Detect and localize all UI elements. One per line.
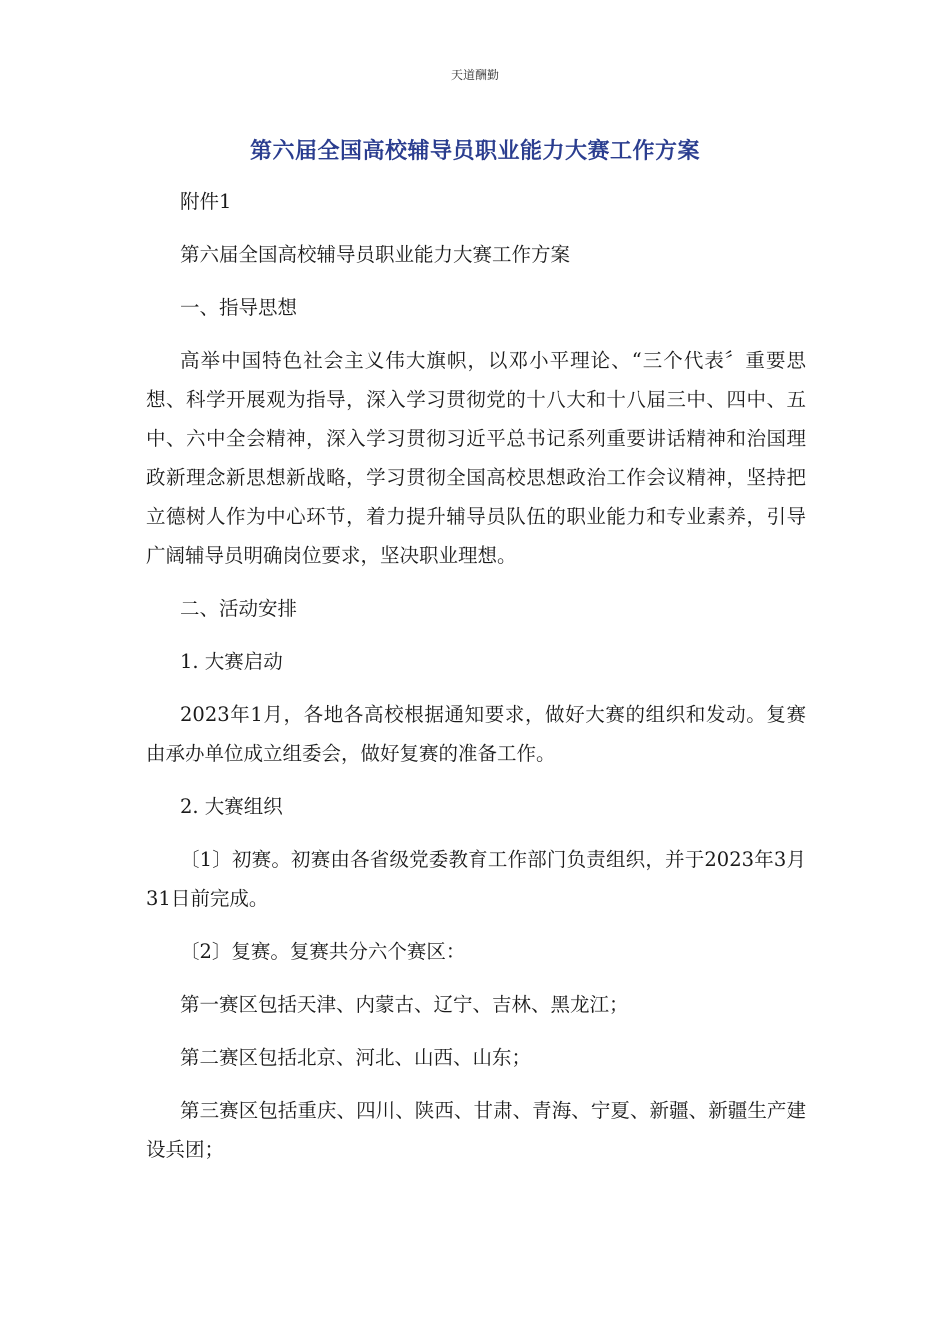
header-note: 天道酬勤: [450, 68, 499, 82]
section-heading-arrangements: 二、活动安排: [180, 597, 298, 620]
subheading-organization: 2. 大赛组织: [180, 795, 283, 818]
section-heading-guiding-thought: 一、指导思想: [180, 296, 298, 319]
paragraph-launch: 2023年1月，各地各高校根据通知要求，做好大赛的组织和发动。复赛由承办单位成立组委会，做好复赛的准备工作。: [146, 703, 806, 765]
paragraph-semifinal: 〔2〕复赛。复赛共分六个赛区：: [180, 940, 466, 963]
paragraph-zone-1: 第一赛区包括天津、内蒙古、辽宁、吉林、黑龙江；: [180, 993, 629, 1016]
subheading-launch: 1. 大赛启动: [180, 650, 283, 673]
paragraph-guiding-thought: 高举中国特色社会主义伟大旗帜，以邓小平理论、“三个代表〞重要思想、科学开展观为指导，深入学习贯彻党的十八大和十八届三中、四中、五中、六中全会精神，深入学习贯彻习近平总书记系列重要讲话精神和治国理政新理念新思想新战略，学习贯彻全国高校思想政治工作会议精神，坚持把立德树人作为中心环节，着力提升辅导员队伍的职业能力和专业素养，引导广阔辅导员明确岗位要求，坚决职业理想。: [146, 349, 806, 567]
paragraph-attachment: 附件1: [180, 190, 232, 213]
paragraph-preliminary: 〔1〕初赛。初赛由各省级党委教育工作部门负责组织，并于2023年3月31日前完成。: [146, 848, 806, 910]
paragraph-zone-3: 第三赛区包括重庆、四川、陕西、甘肃、青海、宁夏、新疆、新疆生产建设兵团；: [146, 1099, 806, 1161]
paragraph-subtitle: 第六届全国高校辅导员职业能力大赛工作方案: [180, 243, 571, 266]
document-title: 第六届全国高校辅导员职业能力大赛工作方案: [249, 139, 700, 164]
document-body: [146, 182, 806, 1183]
paragraph-zone-2: 第二赛区包括北京、河北、山西、山东；: [180, 1046, 532, 1069]
